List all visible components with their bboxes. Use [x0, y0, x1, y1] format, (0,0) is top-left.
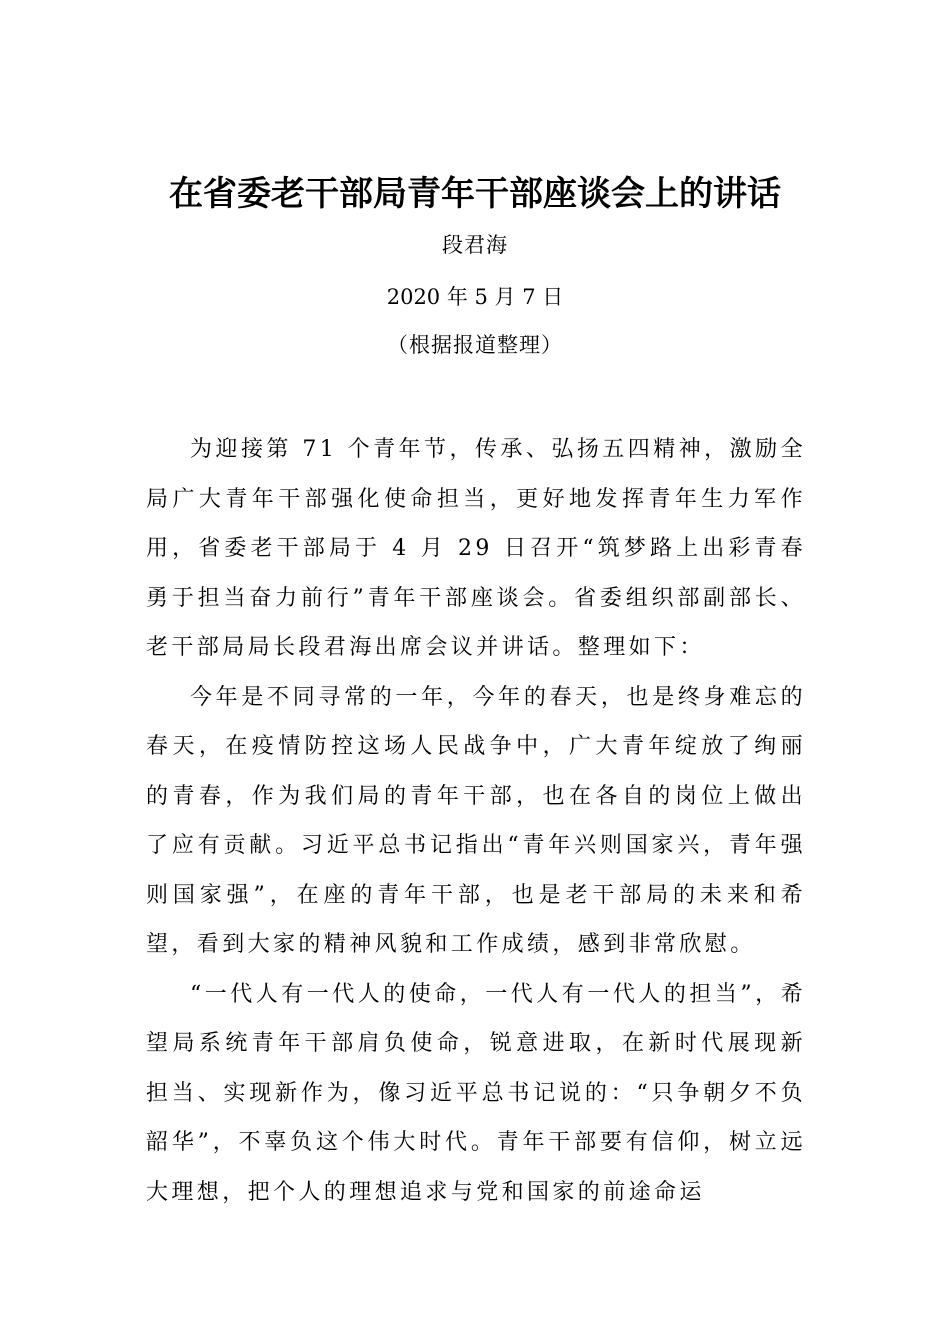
document-note: （根据报道整理） [387, 333, 563, 357]
paragraph: “一代人有一代人的使命，一代人有一代人的担当”，希望局系统青年干部肩负使命，锐意进取，在新时代展现新担当、实现新作为，像习近平总书记说的：“只争朝夕不负韶华”，不辜负这个伟大时代。青年干部要有信仰，树立远大理想，把个人的理想追求与党和国家的前途命运 [146, 981, 806, 1205]
document-date: 2020 年 5 月 7 日 [386, 285, 564, 309]
document-title: 在省委老干部局青年干部座谈会上的讲话 [169, 174, 781, 214]
paragraph: 今年是不同寻常的一年，今年的春天，也是终身难忘的春天，在疫情防控这场人民战争中，广大青年绽放了绚丽的青春，作为我们局的青年干部，也在各自的岗位上做出了应有贡献。习近平总书记指出“青年兴则国家兴，青年强则国家强”，在座的青年干部，也是老干部局的未来和希望，看到大家的精神风貌和工作成绩，感到非常欣慰。 [146, 684, 806, 957]
document-author: 段君海 [442, 233, 508, 257]
document-body [146, 425, 806, 1217]
paragraph: 为迎接第 71 个青年节，传承、弘扬五四精神，激励全局广大青年干部强化使命担当，更好地发挥青年生力军作用，省委老干部局于 4 月 29 日召开“筑梦路上出彩青春 勇于担当奋力前行”青年干部座谈会。省委组织部副部长、老干部局局长段君海出席会议并讲话。整理如下： [146, 437, 806, 660]
